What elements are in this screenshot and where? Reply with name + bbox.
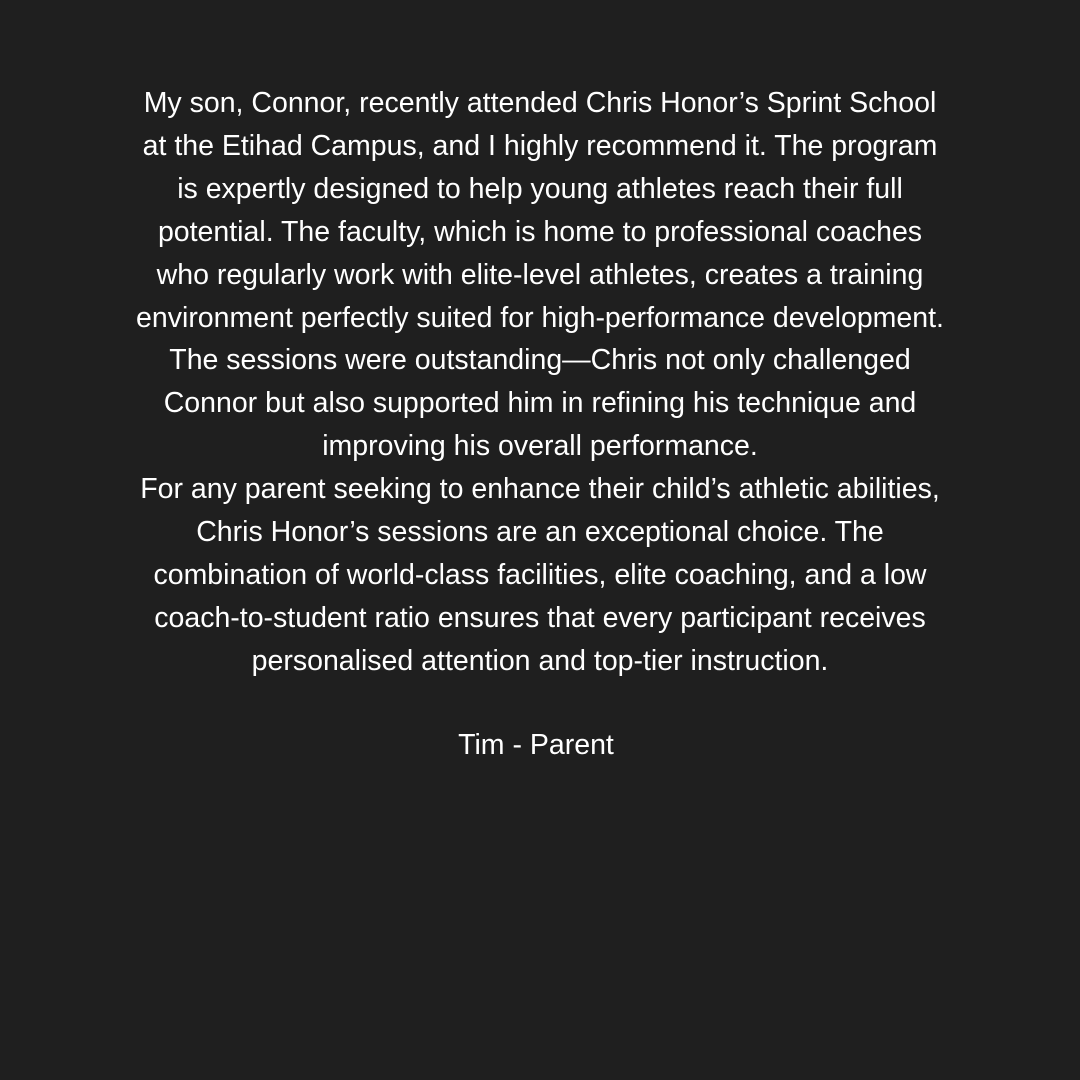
testimonial-line: Connor but also supported him in refining his technique and [163, 387, 917, 420]
testimonial-line: is expertly designed to help young athletes reach their full [177, 172, 903, 205]
testimonial-paragraph-2 [0, 468, 1080, 683]
testimonial-line: The sessions were outstanding—Chris not only challenged [169, 344, 911, 377]
testimonial-line: combination of world-class facilities, elite coaching, and a low [153, 558, 927, 591]
testimonial-line: My son, Connor, recently attended Chris Honor’s Sprint School [143, 87, 937, 119]
testimonial-line: potential. The faculty, which is home to professional coaches [157, 215, 923, 248]
testimonial-signature: Tim - Parent [458, 729, 614, 761]
testimonial-line: who regularly work with elite-level athletes, creates a training [156, 258, 924, 291]
testimonial-line: personalised attention and top-tier instruction. [251, 644, 829, 677]
testimonial-line: Chris Honor’s sessions are an exceptional choice. The [196, 516, 884, 549]
testimonial-line: For any parent seeking to enhance their child’s athletic abilities, [140, 473, 940, 506]
testimonial-line: environment perfectly suited for high-performance development. [136, 301, 944, 334]
testimonial-line: at the Etihad Campus, and I highly recommend it. The program [142, 129, 938, 162]
testimonial-paragraph-1 [0, 82, 1080, 468]
testimonial-line: coach-to-student ratio ensures that every participant receives [154, 601, 926, 634]
testimonial-line: improving his overall performance. [322, 430, 758, 463]
testimonial-text [0, 82, 1080, 683]
